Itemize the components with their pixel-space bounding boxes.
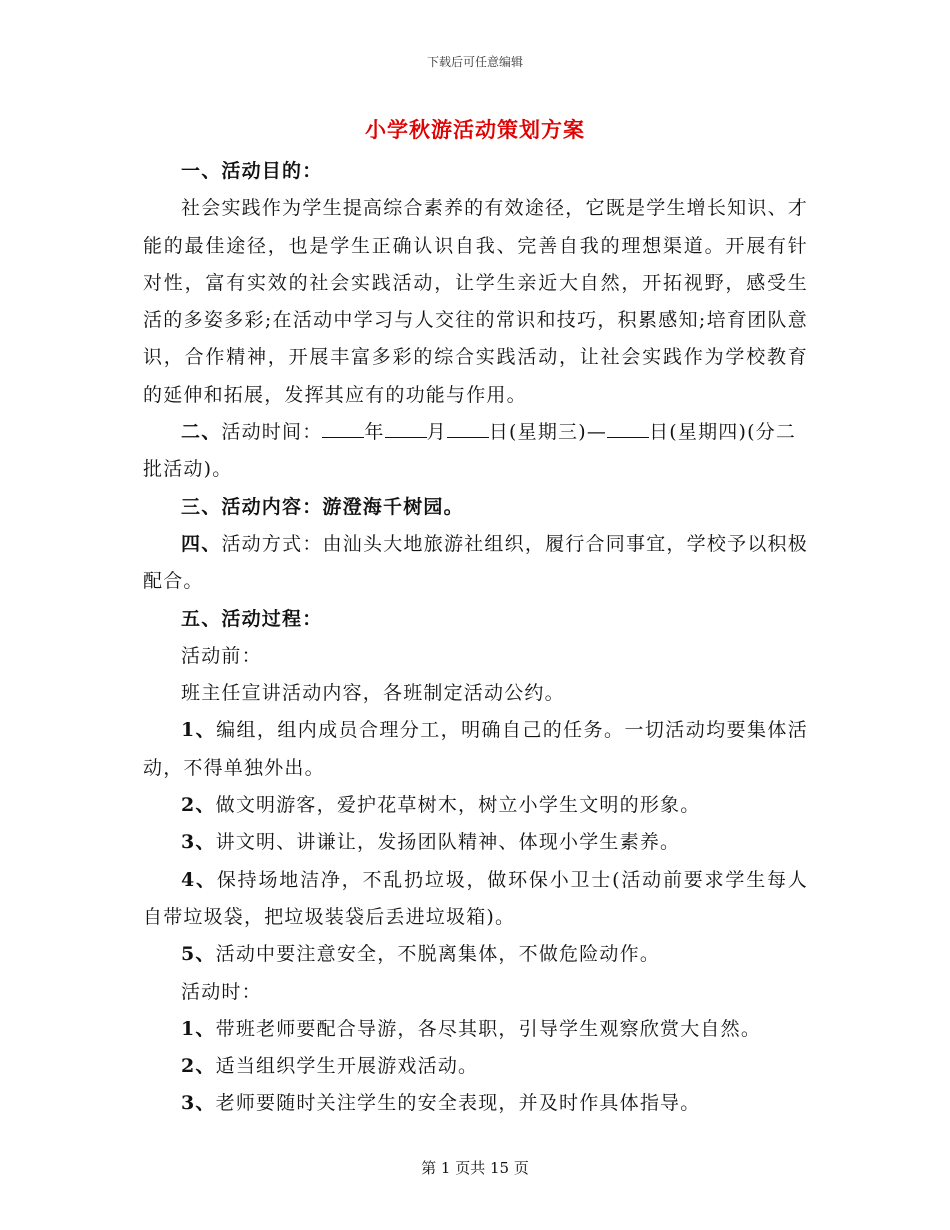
- before-intro: 班主任宣讲活动内容，各班制定活动公约。: [181, 682, 565, 705]
- list-item: 3、老师要随时关注学生的安全表现，并及时作具体指导。: [181, 1092, 701, 1115]
- during-label: 活动时：: [181, 980, 262, 1003]
- blank-day-2: [607, 419, 649, 438]
- document-body: [143, 153, 808, 1123]
- blank-month: [385, 419, 427, 438]
- section-2: 二、活动时间： 年 月 日(星期三)— 日(星期四)(分二批活动)。: [143, 421, 797, 481]
- section-1-heading: 一、活动目的：: [181, 160, 323, 182]
- section-4-heading: 四、: [181, 532, 222, 555]
- header-note: 下载后可任意编辑: [426, 55, 523, 69]
- blank-day-1: [447, 419, 489, 438]
- section-1-body: 社会实践作为学生提高综合素养的有效途径，它既是学生增长知识、才能的最佳途径，也是学生正确认识自我、完善自我的理想渠道。开展有针对性，富有实效的社会实践活动，让学生亲近大自然，开拓视野，感受生活的多姿多彩;在活动中学习与人交往的常识和技巧，积累感知;培育团队意识，合作精神，开展丰富多彩的综合实践活动，让社会实践作为学校教育的延伸和拓展，发挥其应有的功能与作用。: [143, 197, 808, 406]
- list-item: 5、活动中要注意安全，不脱离集体，不做危险动作。: [181, 943, 661, 966]
- list-item: 3、讲文明、讲谦让，发扬团队精神、体现小学生素养。: [181, 831, 681, 854]
- section-4: 四、活动方式：由汕头大地旅游社组织，履行合同事宜，学校予以积极配合。: [143, 532, 808, 593]
- section-5-heading: 五、活动过程：: [181, 607, 323, 630]
- page-number: 第 1 页共 15 页: [421, 1159, 529, 1177]
- section-3: 三、活动内容：游澄海千树园。: [181, 495, 464, 518]
- list-item: 1、带班老师要配合导游，各尽其职，引导学生观察欣赏大自然。: [181, 1017, 762, 1040]
- list-item: 4、保持场地洁净，不乱扔垃圾，做环保小卫士(活动前要求学生每人自带垃圾袋，把垃圾装袋后丢进垃圾箱)。: [143, 868, 809, 928]
- blank-year: [322, 419, 364, 438]
- list-item: 1、编组，组内成员合理分工，明确自己的任务。一切活动均要集体活动，不得单独外出。: [143, 719, 808, 779]
- document-title: 小学秋游活动策划方案: [365, 117, 585, 142]
- list-item: 2、做文明游客，爱护花草树木，树立小学生文明的形象。: [181, 794, 701, 817]
- before-label: 活动前：: [181, 644, 262, 667]
- list-item: 2、适当组织学生开展游戏活动。: [181, 1055, 479, 1078]
- section-2-heading: 二、: [181, 421, 222, 444]
